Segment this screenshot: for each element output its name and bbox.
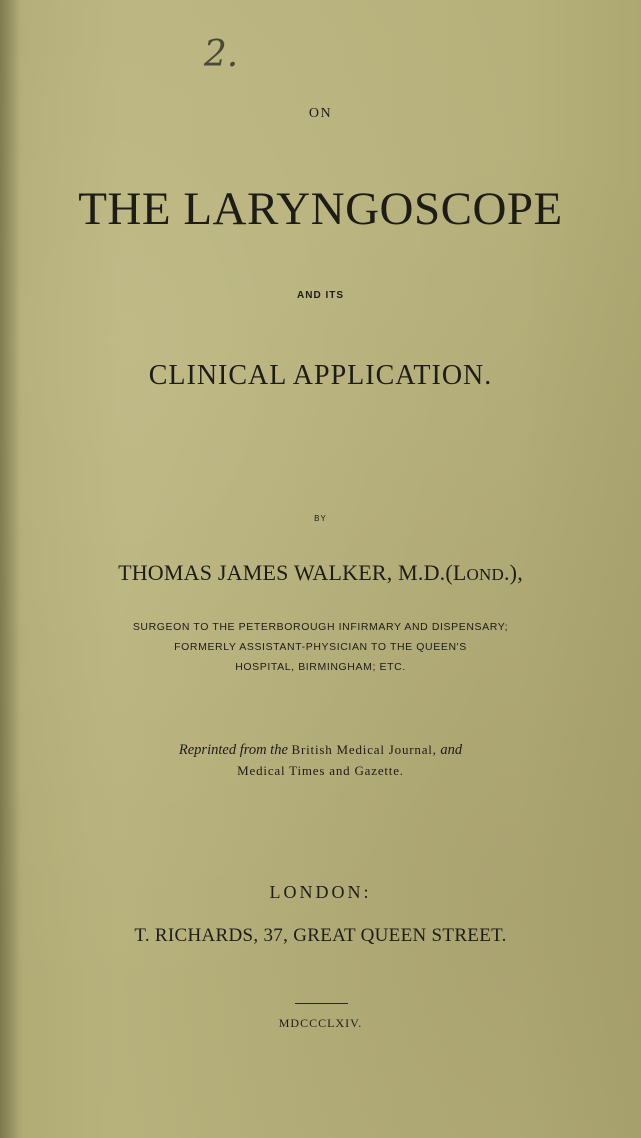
author-line: [0, 560, 641, 586]
author-degree-rest: OND: [466, 565, 504, 584]
book-subtitle: CLINICAL APPLICATION.: [148, 360, 493, 391]
book-title: THE LARYNGOSCOPE: [78, 183, 563, 235]
credential-line: HOSPITAL, BIRMINGHAM; ETC.: [235, 661, 406, 673]
and-its-label: AND ITS: [297, 290, 344, 301]
publisher-line: T. RICHARDS, 37, GREAT QUEEN STREET.: [134, 925, 507, 946]
manuscript-mark: 2.: [203, 34, 239, 75]
reprint-line-1: [0, 742, 641, 759]
credential-line: FORMERLY ASSISTANT-PHYSICIAN TO THE QUEEN'S: [174, 641, 467, 653]
reprint-prefix: Reprinted from the: [178, 742, 288, 758]
reprint-conjunction: and: [440, 742, 463, 758]
credential-line: SURGEON TO THE PETERBOROUGH INFIRMARY AND DISPENSARY;: [132, 621, 509, 633]
author-closing: .),: [503, 560, 523, 585]
reprint-journal-1: British Medical Journal,: [291, 742, 437, 757]
by-label: BY: [314, 514, 327, 523]
reprint-journal-2: Medical Times and Gazette.: [237, 763, 404, 778]
on-label: ON: [308, 106, 333, 121]
author-degree-first: L: [452, 560, 467, 585]
publication-year: MDCCCLXIV.: [278, 1016, 363, 1030]
imprint-city: LONDON:: [269, 882, 372, 902]
author-name: THOMAS JAMES WALKER, M.D.(: [118, 560, 453, 585]
divider-rule: [295, 1003, 348, 1004]
